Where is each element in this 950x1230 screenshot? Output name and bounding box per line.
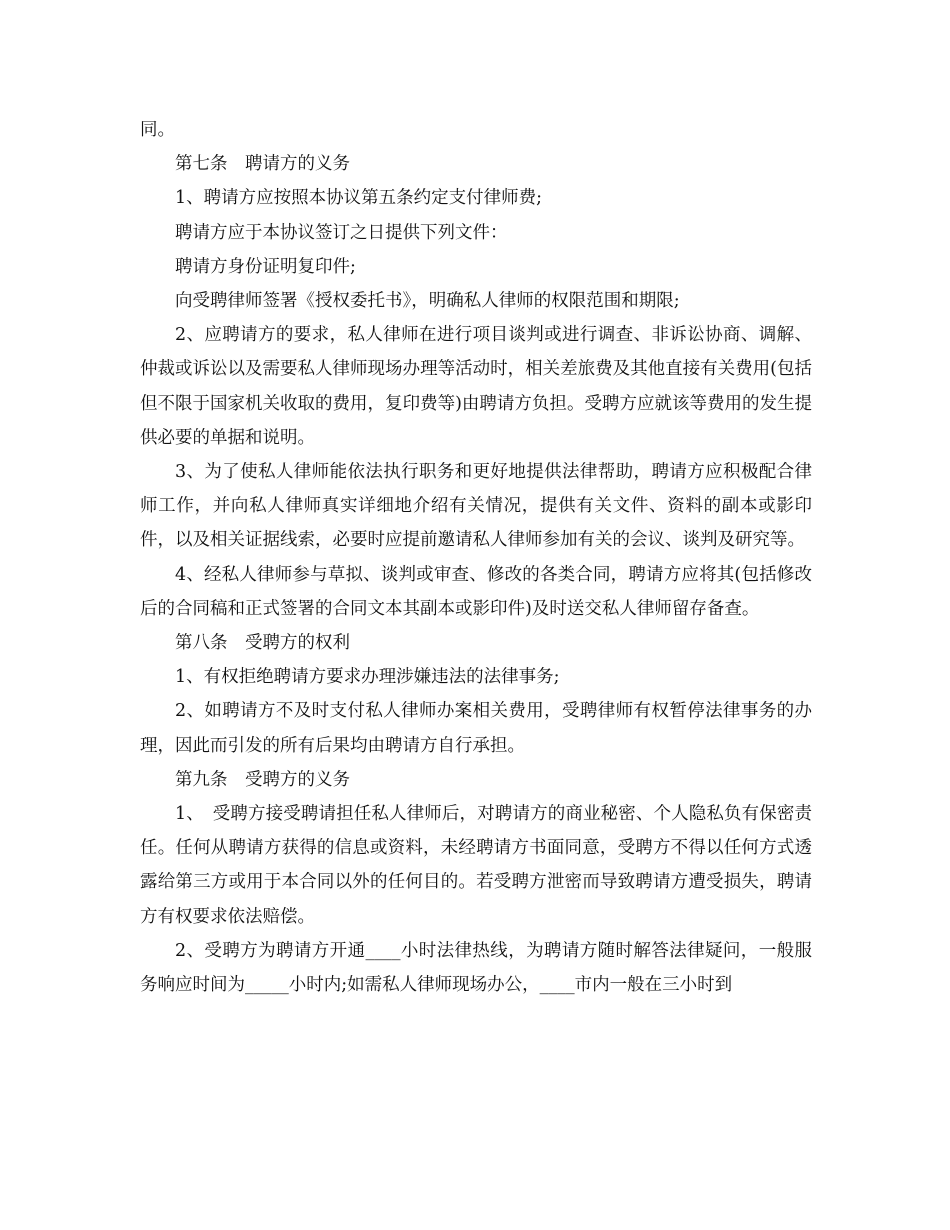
- article-7-heading: 第七条 聘请方的义务: [175, 154, 350, 175]
- paragraph: 3、为了使私人律师能依法执行职务和更好地提供法律帮助，聘请方应积极配合律师工作，并向私人律师真实详细地介绍有关情况，提供有关文件、资料的副本或影印件，以及相关证据线索，必要时应提前邀请私人律师参加有关的会议、谈判及研究等。: [140, 462, 812, 551]
- paragraph: 4、经私人律师参与草拟、谈判或审查、修改的各类合同，聘请方应将其(包括修改后的合同稿和正式签署的合同文本其副本或影印件)及时送交私人律师留存备查。: [140, 564, 812, 619]
- paragraph: 2、应聘请方的要求，私人律师在进行项目谈判或进行调查、非诉讼协商、调解、仲裁或诉讼以及需要私人律师现场办理等活动时，相关差旅费及其他直接有关费用(包括但不限于国家机关收取的费用，复印费等)由聘请方负担。受聘方应就该等费用的发生提供必要的单据和说明。: [140, 325, 812, 448]
- paragraph: 1、有权拒绝聘请方要求办理涉嫌违法的法律事务;: [175, 667, 560, 688]
- paragraph: 聘请方应于本协议签订之日提供下列文件：: [175, 222, 508, 243]
- paragraph: 聘请方身份证明复印件;: [175, 256, 356, 277]
- paragraph: 2、如聘请方不及时支付私人律师办案相关费用，受聘律师有权暂停法律事务的办理，因此而引发的所有后果均由聘请方自行承担。: [140, 701, 812, 756]
- article-9-heading: 第九条 受聘方的义务: [175, 769, 350, 790]
- document-body: [140, 113, 812, 1002]
- paragraph: 2、受聘方为聘请方开通____小时法律热线，为聘请方随时解答法律疑问，一般服务响应时间为_____小时内;如需私人律师现场办公，____市内一般在三小时到: [140, 940, 812, 996]
- paragraph: 向受聘律师签署《授权委托书》，明确私人律师的权限范围和期限;: [175, 291, 680, 312]
- paragraph: 1、 受聘方接受聘请担任私人律师后，对聘请方的商业秘密、个人隐私负有保密责任。任何从聘请方获得的信息或资料，未经聘请方书面同意，受聘方不得以任何方式透露给第三方或用于本合同以外的任何目的。若受聘方泄密而导致聘请方遭受损失，聘请方有权要求依法赔偿。: [140, 804, 812, 927]
- paragraph: 1、聘请方应按照本协议第五条约定支付律师费;: [175, 188, 543, 209]
- paragraph-continuation: 同。: [140, 120, 175, 140]
- article-8-heading: 第八条 受聘方的权利: [175, 633, 350, 654]
